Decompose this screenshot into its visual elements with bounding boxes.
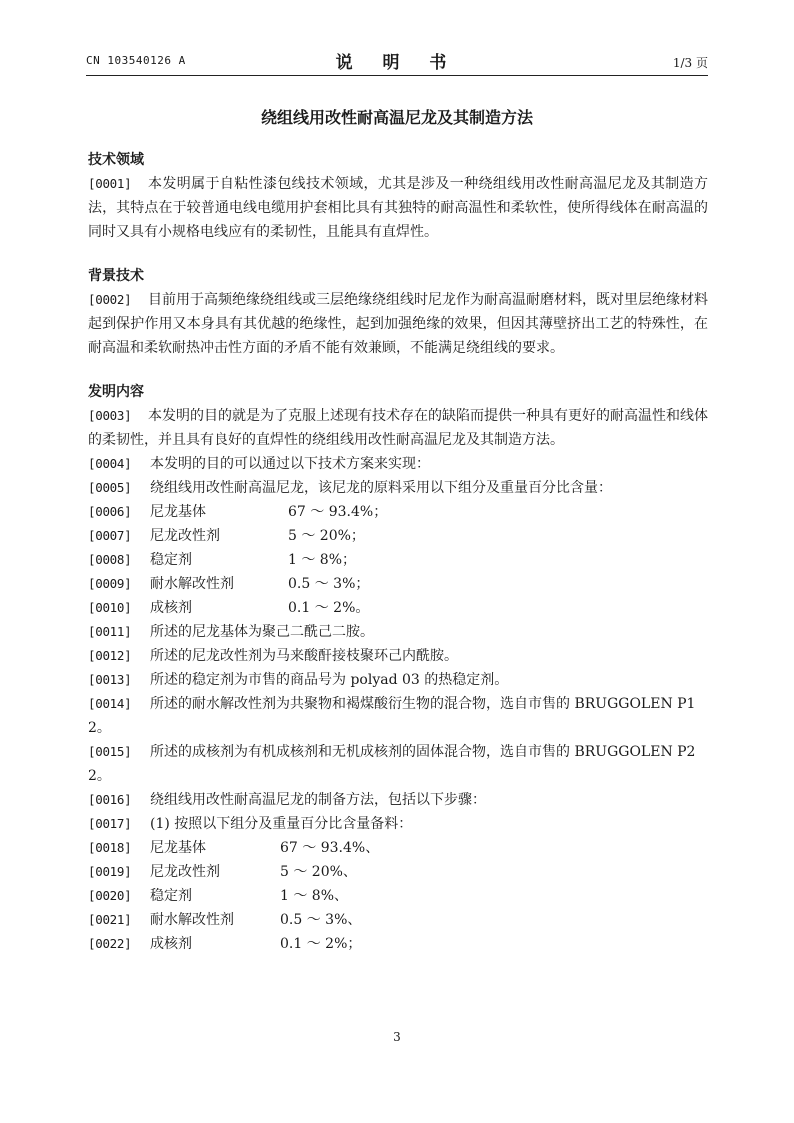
document-title: 绕组线用改性耐高温尼龙及其制造方法: [260, 108, 533, 127]
paragraph-text: 所述的尼龙改性剂为马来酸酐接枝聚环己内酰胺。: [150, 648, 458, 664]
component-value: 5 ～ 20%；: [288, 528, 365, 544]
paragraph-number: [0010]: [88, 600, 132, 615]
component-name: 稳定剂: [150, 552, 192, 568]
component-row-0019: [88, 860, 708, 884]
paragraph-number: [0007]: [88, 528, 132, 543]
paragraph-0005: [88, 476, 708, 500]
paragraph-number: [0019]: [88, 864, 132, 879]
paragraph-text: 所述的稳定剂为市售的商品号为 polyad 03 的热稳定剂。: [150, 672, 509, 688]
paragraph-number: [0016]: [88, 792, 132, 807]
component-name: 成核剂: [150, 936, 192, 952]
paragraph-0001: [88, 172, 708, 244]
paragraph-text: 目前用于高频绝缘绕组线或三层绝缘绕组线时尼龙作为耐高温耐磨材料，既对里层绝缘材料起到保护作用又本身具有其优越的绝缘性，起到加强绝缘的效果，但因其薄壁挤出工艺的特殊性，在耐高温和柔软耐热冲击性方面的矛盾不能有效兼顾，不能满足绕组线的要求。: [88, 292, 708, 356]
component-value: 0.1 ～ 2%；: [280, 936, 362, 952]
component-name: 成核剂: [150, 600, 192, 616]
paragraph-number: [0017]: [88, 816, 132, 831]
section-heading-background: 背景技术: [88, 268, 144, 284]
paragraph-text: 所述的成核剂为有机成核剂和无机成核剂的固体混合物，选自市售的 BRUGGOLEN P22。: [88, 744, 696, 784]
section-heading-field: 技术领域: [88, 152, 144, 168]
paragraph-number: [0018]: [88, 840, 132, 855]
paragraph-text: 本发明的目的可以通过以下技术方案来实现：: [150, 456, 430, 472]
component-row-0018: [88, 836, 708, 860]
component-name: 尼龙基体: [150, 504, 206, 520]
document-body: [88, 148, 708, 956]
paragraph-number: [0009]: [88, 576, 132, 591]
section-heading-invention: 发明内容: [88, 384, 144, 400]
paragraph-0017: [88, 812, 708, 836]
component-row-0007: [88, 524, 708, 548]
component-row-0021: [88, 908, 708, 932]
component-row-0022: [88, 932, 708, 956]
paragraph-number: [0002]: [88, 292, 132, 307]
component-value: 1 ～ 8%、: [280, 888, 349, 904]
paragraph-number: [0006]: [88, 504, 132, 519]
page-header: [86, 48, 708, 72]
component-row-0020: [88, 884, 708, 908]
paragraph-number: [0014]: [88, 696, 132, 711]
paragraph-number: [0003]: [88, 408, 132, 423]
component-row-0010: [88, 596, 708, 620]
component-value: 0.1 ～ 2%。: [288, 600, 370, 616]
doc-number: CN 103540126 A: [86, 54, 186, 67]
paragraph-text: 本发明的目的就是为了克服上述现有技术存在的缺陷而提供一种具有更好的耐高温性和线体的柔韧性，并且具有良好的直焊性的绕组线用改性耐高温尼龙及其制造方法。: [88, 408, 708, 448]
paragraph-text: 本发明属于自粘性漆包线技术领域，尤其是涉及一种绕组线用改性耐高温尼龙及其制造方法，其特点在于较普通电线电缆用护套相比具有其独特的耐高温性和柔软性，使所得线体在耐高温的同时又具有小规格电线应有的柔韧性，且能具有直焊性。: [88, 176, 708, 240]
component-value: 67 ～ 93.4%；: [288, 504, 388, 520]
paragraph-number: [0001]: [88, 176, 132, 191]
component-value: 1 ～ 8%；: [288, 552, 357, 568]
paragraph-number: [0013]: [88, 672, 132, 687]
paragraph-number: [0015]: [88, 744, 132, 759]
paragraph-number: [0022]: [88, 936, 132, 951]
component-row-0009: [88, 572, 708, 596]
component-name: 耐水解改性剂: [150, 576, 234, 592]
page-of: 1/3 页: [672, 56, 708, 70]
component-name: 尼龙改性剂: [150, 864, 220, 880]
paragraph-text: 绕组线用改性耐高温尼龙，该尼龙的原料采用以下组分及重量百分比含量：: [150, 480, 612, 496]
paragraph-0003: [88, 404, 708, 452]
component-value: 5 ～ 20%、: [280, 864, 357, 880]
paragraph-text: (1) 按照以下组分及重量百分比含量备料：: [150, 816, 413, 832]
paragraph-number: [0005]: [88, 480, 132, 495]
component-name: 耐水解改性剂: [150, 912, 234, 928]
paragraph-text: 绕组线用改性耐高温尼龙的制备方法，包括以下步骤：: [150, 792, 486, 808]
paragraph-0016: [88, 788, 708, 812]
component-value: 0.5 ～ 3%、: [280, 912, 362, 928]
page-number: 3: [393, 1030, 401, 1044]
paragraph-text: 所述的尼龙基体为聚己二酰己二胺。: [150, 624, 374, 640]
paragraph-0013: [88, 668, 708, 692]
paragraph-number: [0020]: [88, 888, 132, 903]
paragraph-number: [0011]: [88, 624, 132, 639]
component-name: 稳定剂: [150, 888, 192, 904]
paragraph-0015: [88, 740, 708, 788]
paragraph-0002: [88, 288, 708, 360]
section-label: 说 明 书: [335, 53, 459, 73]
component-value: 67 ～ 93.4%、: [280, 840, 380, 856]
component-name: 尼龙改性剂: [150, 528, 220, 544]
paragraph-number: [0021]: [88, 912, 132, 927]
header-rule: [86, 75, 708, 76]
paragraph-0004: [88, 452, 708, 476]
paragraph-0011: [88, 620, 708, 644]
paragraph-number: [0004]: [88, 456, 132, 471]
component-name: 尼龙基体: [150, 840, 206, 856]
paragraph-0012: [88, 644, 708, 668]
component-value: 0.5 ～ 3%；: [288, 576, 370, 592]
component-row-0006: [88, 500, 708, 524]
paragraph-text: 所述的耐水解改性剂为共聚物和褐煤酸衍生物的混合物，选自市售的 BRUGGOLEN P12。: [88, 696, 696, 736]
paragraph-number: [0008]: [88, 552, 132, 567]
paragraph-0014: [88, 692, 708, 740]
paragraph-number: [0012]: [88, 648, 132, 663]
component-row-0008: [88, 548, 708, 572]
